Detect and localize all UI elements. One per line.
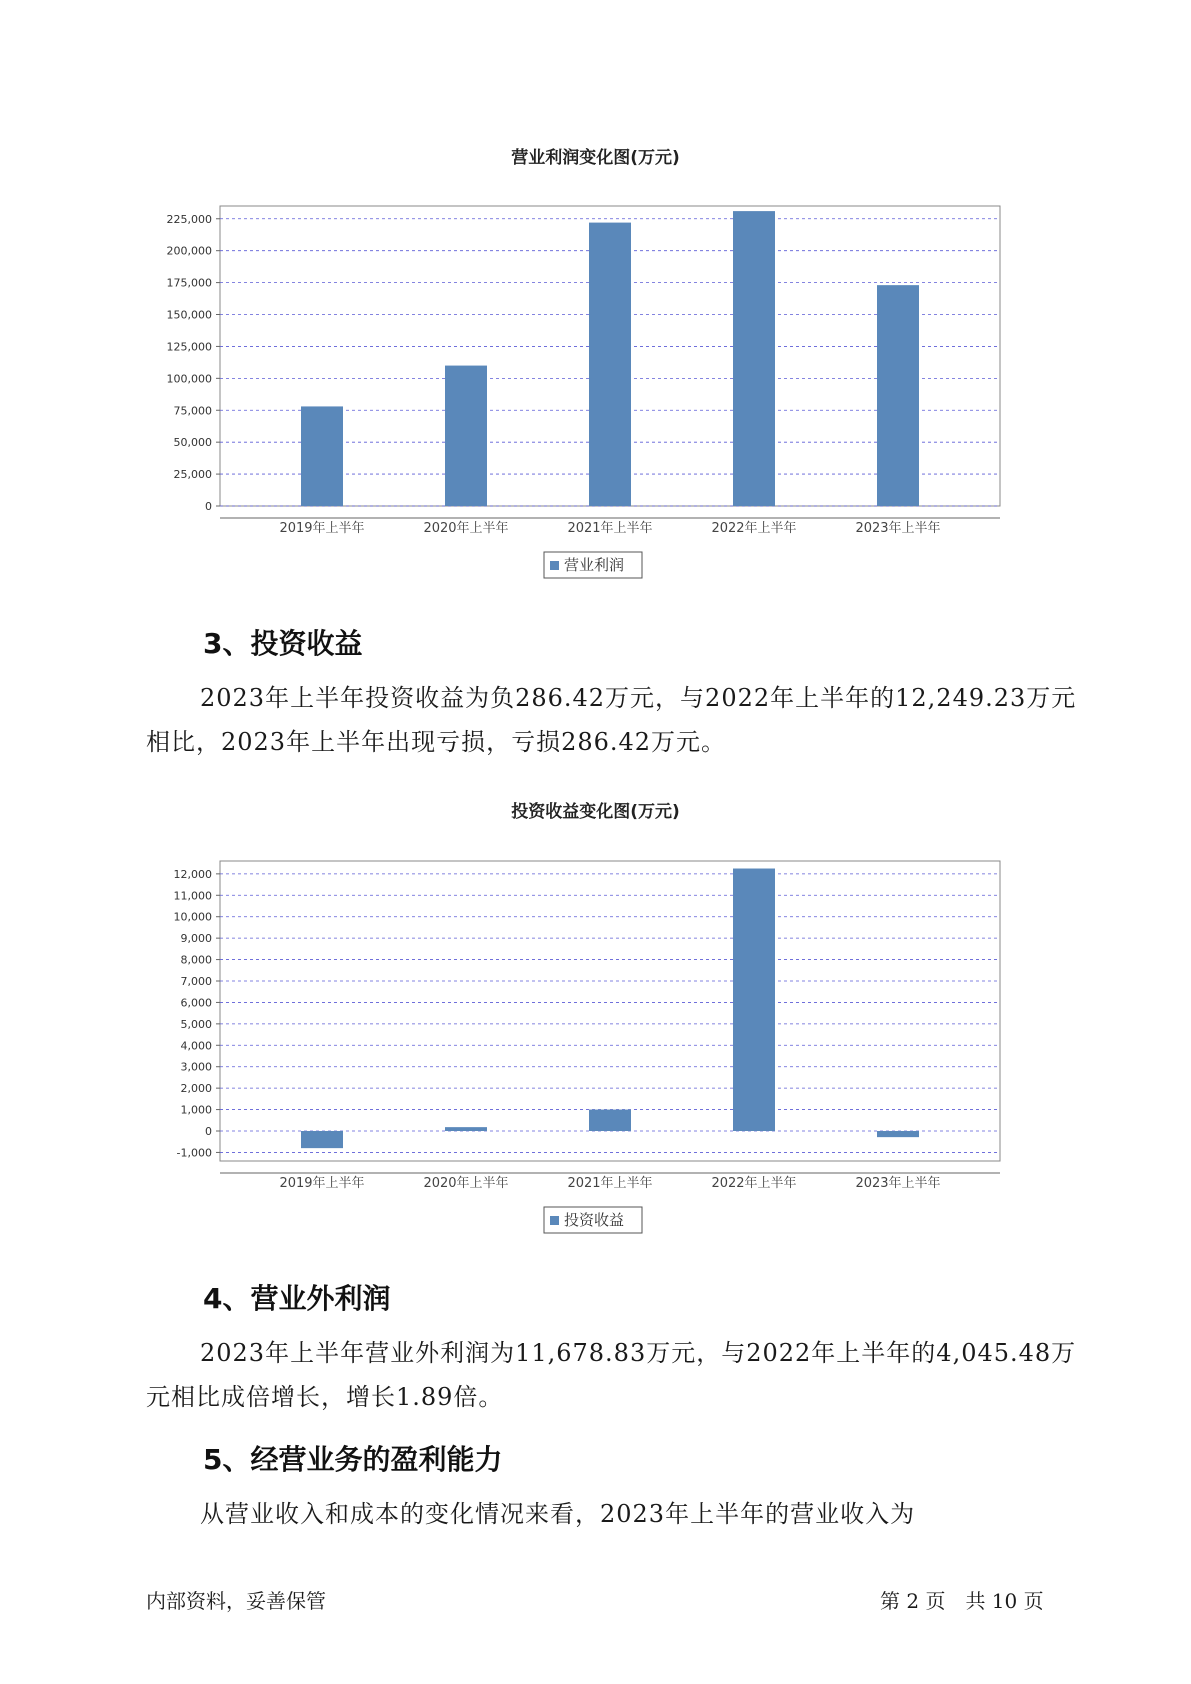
chart1-ytick-label: 75,000 [173, 404, 212, 418]
chart1-legend-label: 营业利润 [564, 556, 625, 574]
chart1-title: 营业利润变化图(万元) [511, 148, 680, 168]
chart2-bar [589, 1110, 631, 1131]
chart2-ytick-label: 5,000 [180, 1017, 212, 1031]
chart1-ytick-label: 100,000 [166, 372, 212, 386]
chart2-ytick-label: 9,000 [180, 932, 212, 946]
chart2-xtick-label: 2023年上半年 [855, 1176, 941, 1191]
chart2-bar [445, 1127, 487, 1131]
chart1-ytick-label: 225,000 [166, 212, 212, 226]
chart2-xtick-label: 2020年上半年 [423, 1176, 509, 1191]
section3-paragraph: 2023年上半年投资收益为负286.42万元，与2022年上半年的12,249.23万元相比，2023年上半年出现亏损，亏损286.42万元。 [146, 684, 1077, 756]
chart1-xtick-label: 2021年上半年 [567, 521, 653, 536]
chart1-xtick-label: 2020年上半年 [423, 521, 509, 536]
chart1-ytick-label: 175,000 [166, 276, 212, 290]
chart1-bar [733, 211, 775, 506]
chart2-bar [733, 869, 775, 1131]
chart2-ytick-label: 12,000 [173, 867, 212, 881]
chart1-bar [301, 406, 343, 506]
section4-heading: 4、营业外利润 [203, 1282, 391, 1315]
chart2-bar [877, 1131, 919, 1137]
chart2-ytick-label: 1,000 [180, 1103, 212, 1117]
chart2-ytick-label: 0 [205, 1125, 212, 1138]
section5-heading: 5、经营业务的盈利能力 [203, 1443, 503, 1476]
chart2-xtick-label: 2021年上半年 [567, 1176, 653, 1191]
chart1-ytick-label: 200,000 [166, 244, 212, 258]
chart2-ytick-label: 4,000 [180, 1039, 212, 1053]
section3-heading: 3、投资收益 [203, 627, 363, 660]
chart1-xtick-label: 2019年上半年 [279, 521, 365, 536]
chart2-ytick-label: 11,000 [173, 889, 212, 903]
footer-confidential-note: 内部资料，妥善保管 [146, 1589, 326, 1613]
chart1-operating-profit [0, 170, 1191, 590]
chart2-ytick-label: 2,000 [180, 1082, 212, 1096]
chart1-bar [589, 223, 631, 506]
chart2-bar [301, 1131, 343, 1148]
chart1-ytick-label: 150,000 [166, 308, 212, 322]
chart1-legend-swatch [550, 561, 559, 570]
chart2-ytick-label: 6,000 [180, 996, 212, 1010]
chart2-investment-income [0, 825, 1191, 1245]
chart2-ytick-label: 7,000 [180, 975, 212, 988]
chart2-legend-swatch [550, 1216, 559, 1225]
chart1-bar [877, 285, 919, 506]
chart2-xtick-label: 2022年上半年 [711, 1176, 797, 1191]
chart2-xtick-label: 2019年上半年 [279, 1176, 365, 1191]
section4-paragraph: 2023年上半年营业外利润为11,678.83万元，与2022年上半年的4,045.48万元相比成倍增长，增长1.89倍。 [146, 1339, 1077, 1411]
chart1-ytick-label: 125,000 [166, 340, 212, 354]
section5-paragraph: 从营业收入和成本的变化情况来看，2023年上半年的营业收入为 [200, 1500, 916, 1528]
footer-page-number: 第 2 页 共 10 页 [880, 1589, 1044, 1613]
chart1-ytick-label: 0 [205, 500, 212, 513]
chart1-ytick-label: 50,000 [173, 436, 212, 450]
chart2-ytick-label: 10,000 [173, 910, 212, 924]
chart1-xtick-label: 2022年上半年 [711, 521, 797, 536]
chart2-ytick-label: 8,000 [180, 953, 212, 967]
chart1-bar [445, 366, 487, 506]
chart2-title: 投资收益变化图(万元) [511, 802, 680, 822]
chart1-xtick-label: 2023年上半年 [855, 521, 941, 536]
chart2-ytick-label: -1,000 [176, 1146, 212, 1160]
chart2-ytick-label: 3,000 [180, 1060, 212, 1074]
chart1-ytick-label: 25,000 [173, 468, 212, 482]
chart2-legend-label: 投资收益 [564, 1211, 625, 1229]
